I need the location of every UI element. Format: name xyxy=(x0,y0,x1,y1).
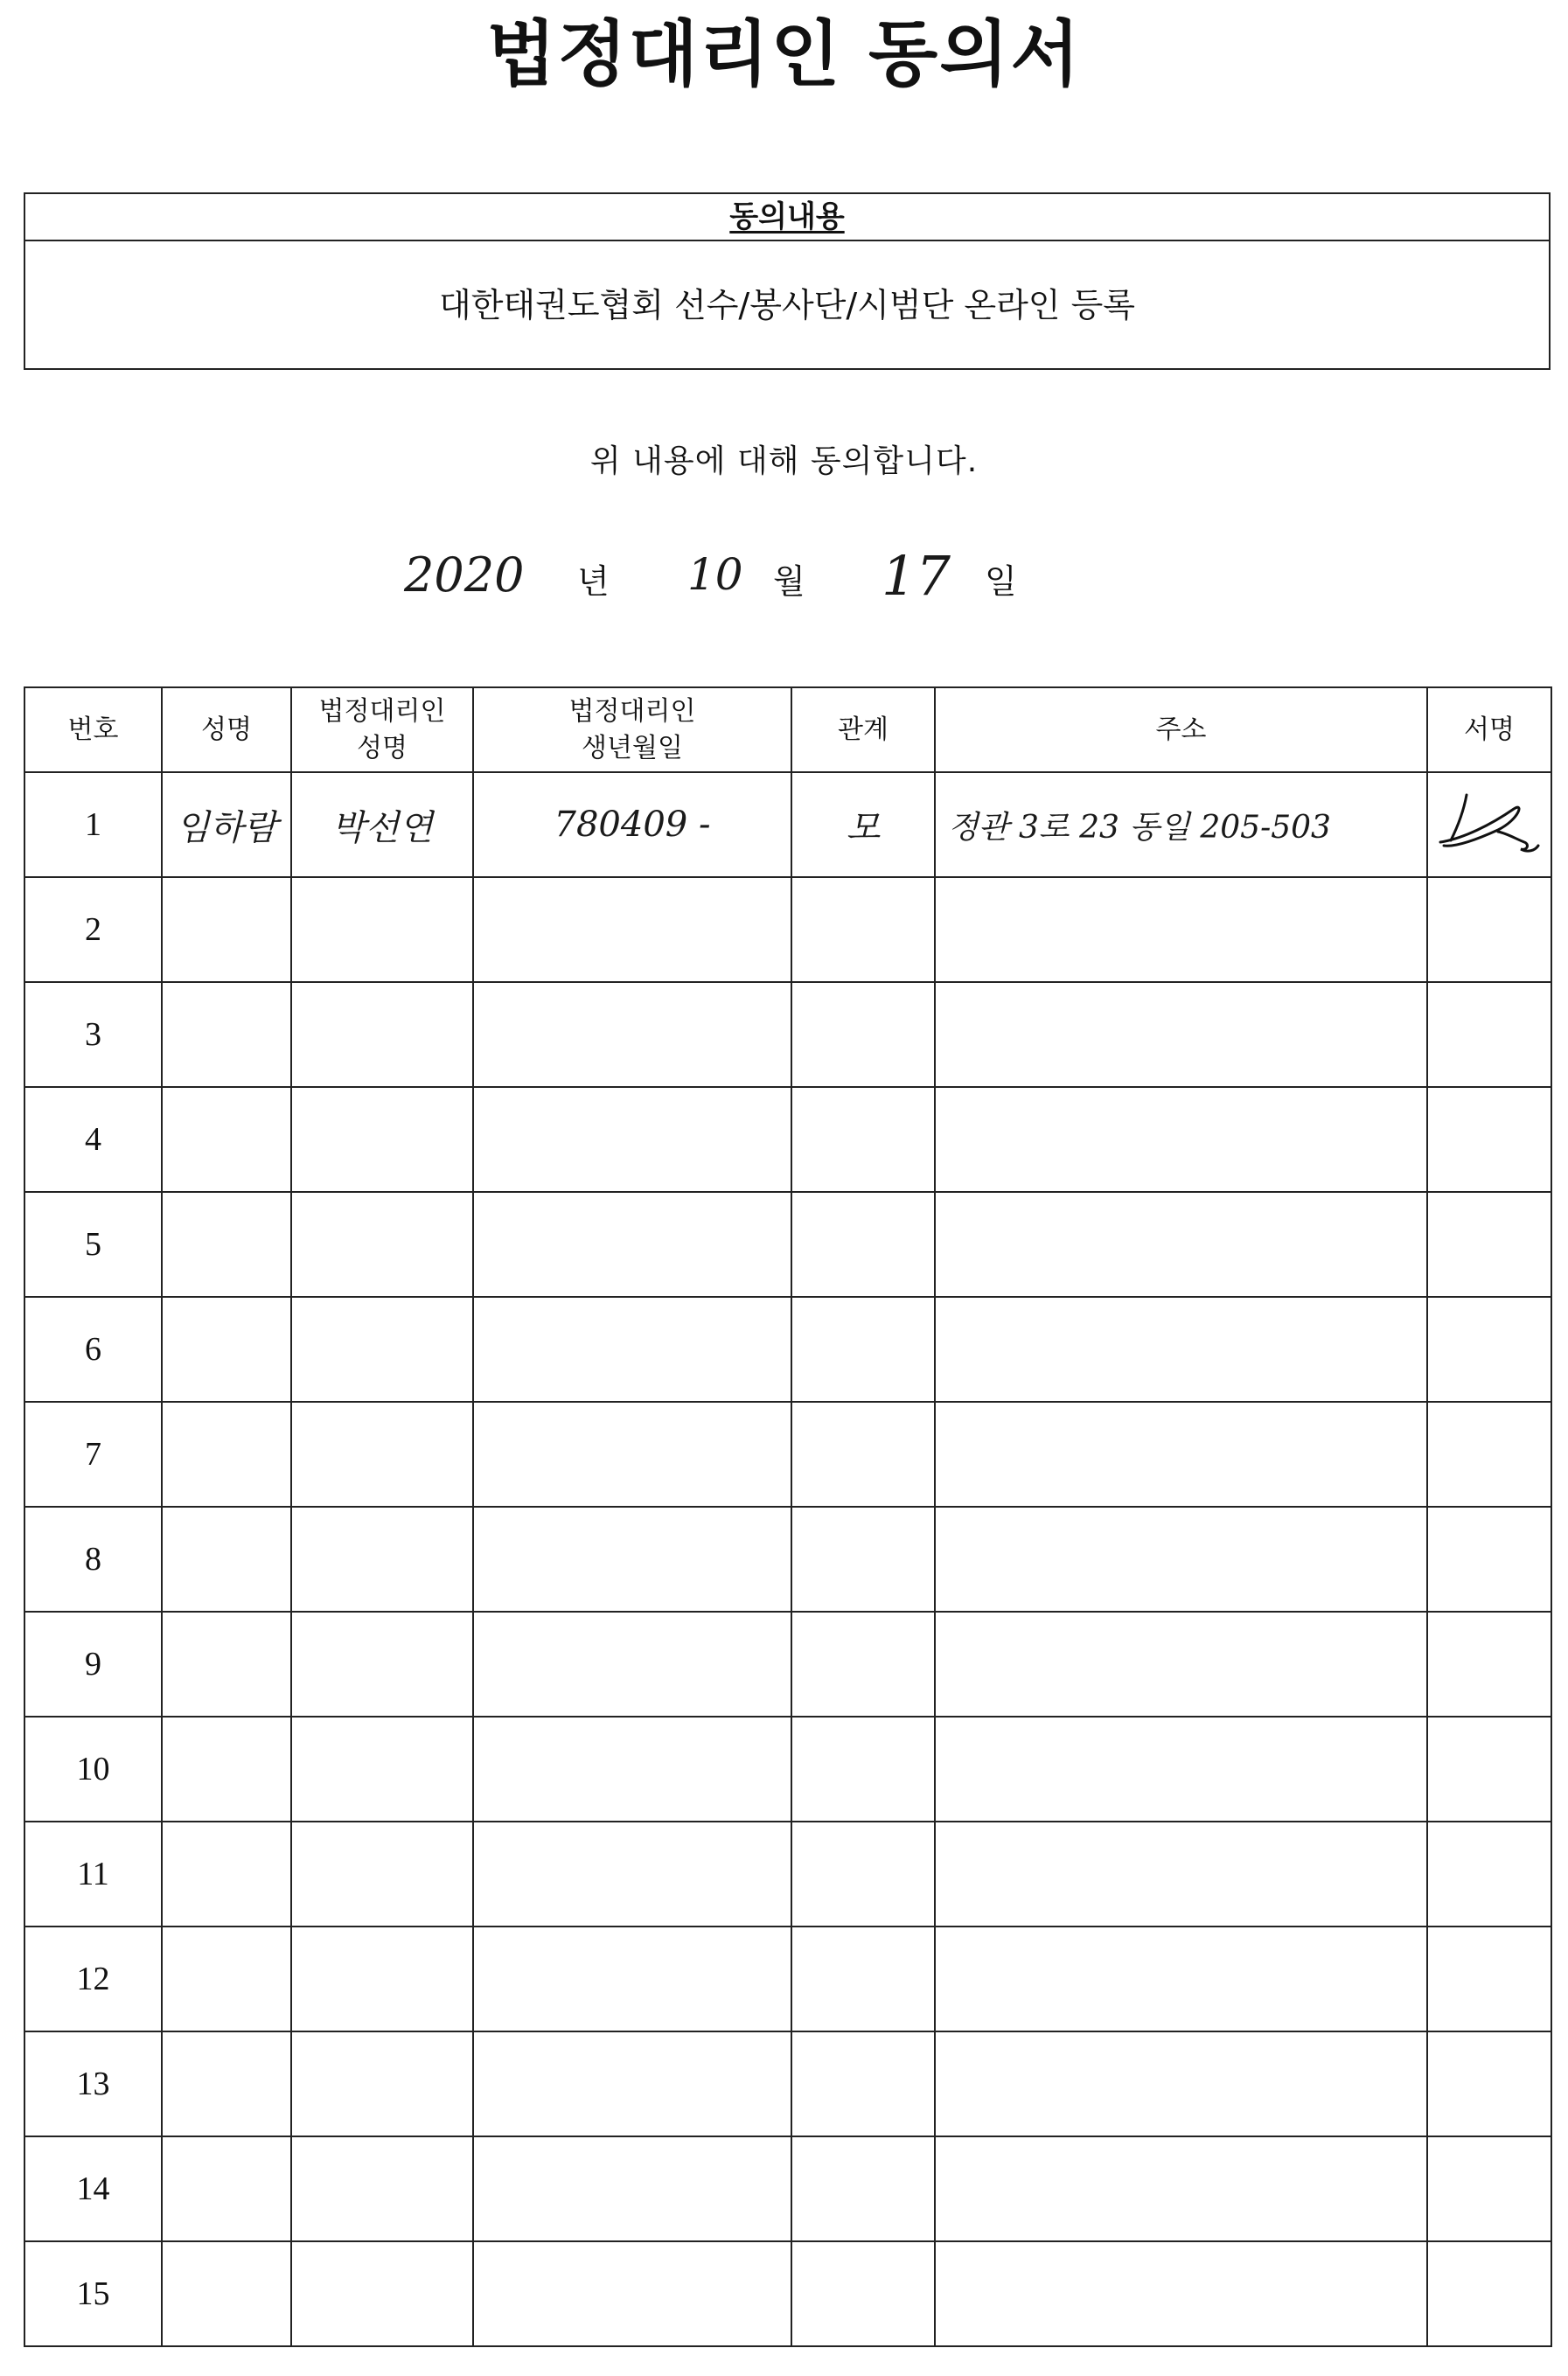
cell-no: 9 xyxy=(24,1612,162,1717)
cell-signature[interactable] xyxy=(1427,1927,1551,2031)
cell-guardian-birth[interactable] xyxy=(473,1927,791,2031)
cell-relation[interactable] xyxy=(791,2136,935,2241)
cell-signature[interactable] xyxy=(1427,1717,1551,1822)
cell-signature[interactable] xyxy=(1427,1087,1551,1192)
date-row xyxy=(0,544,1568,623)
cell-address[interactable] xyxy=(935,2031,1427,2136)
header-guardian-birth-line2: 생년월일 xyxy=(582,732,683,763)
cell-relation[interactable] xyxy=(791,1507,935,1612)
cell-relation[interactable] xyxy=(791,1192,935,1297)
cell-name[interactable] xyxy=(162,1612,291,1717)
cell-guardian-birth[interactable] xyxy=(473,2031,791,2136)
cell-name[interactable]: 임하람 xyxy=(162,772,291,877)
cell-signature[interactable] xyxy=(1427,2241,1551,2346)
cell-guardian-birth[interactable] xyxy=(473,2136,791,2241)
cell-name[interactable] xyxy=(162,1087,291,1192)
cell-address[interactable] xyxy=(935,1927,1427,2031)
cell-relation[interactable] xyxy=(791,1087,935,1192)
cell-signature[interactable] xyxy=(1427,1192,1551,1297)
table-row xyxy=(24,877,1551,982)
cell-address[interactable] xyxy=(935,1087,1427,1192)
cell-relation[interactable] xyxy=(791,1612,935,1717)
cell-address[interactable] xyxy=(935,1507,1427,1612)
header-guardian-name-line1: 법정대리인 xyxy=(318,695,446,727)
cell-name[interactable] xyxy=(162,2241,291,2346)
cell-address[interactable] xyxy=(935,2241,1427,2346)
handwritten-signature xyxy=(1437,790,1542,860)
cell-guardian-name[interactable] xyxy=(291,1297,473,1402)
cell-signature[interactable] xyxy=(1427,2031,1551,2136)
cell-address[interactable] xyxy=(935,1297,1427,1402)
cell-relation[interactable]: 모 xyxy=(791,772,935,877)
cell-name[interactable] xyxy=(162,1927,291,2031)
table-row xyxy=(24,2241,1551,2346)
table-row xyxy=(24,1087,1551,1192)
cell-guardian-name[interactable]: 박선연 xyxy=(291,772,473,877)
cell-name[interactable] xyxy=(162,1192,291,1297)
cell-name[interactable] xyxy=(162,1297,291,1402)
date-day-label: 일 xyxy=(985,562,1017,601)
table-row xyxy=(24,1927,1551,2031)
cell-no: 7 xyxy=(24,1402,162,1507)
cell-address[interactable] xyxy=(935,1192,1427,1297)
cell-signature[interactable] xyxy=(1427,772,1551,877)
header-guardian-name xyxy=(291,687,473,772)
cell-guardian-name[interactable] xyxy=(291,1822,473,1927)
header-guardian-birth xyxy=(473,687,791,772)
cell-signature[interactable] xyxy=(1427,877,1551,982)
table-body xyxy=(24,772,1551,2346)
cell-signature[interactable] xyxy=(1427,1507,1551,1612)
cell-relation[interactable] xyxy=(791,2241,935,2346)
cell-address[interactable] xyxy=(935,1402,1427,1507)
cell-no: 6 xyxy=(24,1297,162,1402)
cell-relation[interactable] xyxy=(791,1927,935,2031)
cell-name[interactable] xyxy=(162,877,291,982)
table-row xyxy=(24,1612,1551,1717)
cell-guardian-name[interactable] xyxy=(291,1402,473,1507)
cell-no: 5 xyxy=(24,1192,162,1297)
header-guardian-birth-line1: 법정대리인 xyxy=(568,695,696,727)
header-no: 번호 xyxy=(24,687,162,772)
cell-address[interactable] xyxy=(935,1822,1427,1927)
cell-address[interactable] xyxy=(935,1717,1427,1822)
cell-guardian-birth[interactable] xyxy=(473,877,791,982)
cell-guardian-name[interactable] xyxy=(291,1612,473,1717)
guardian-list-table xyxy=(24,686,1552,2347)
cell-no: 10 xyxy=(24,1717,162,1822)
cell-name[interactable] xyxy=(162,1822,291,1927)
cell-signature[interactable] xyxy=(1427,982,1551,1087)
table-row xyxy=(24,772,1551,877)
cell-address[interactable] xyxy=(935,982,1427,1087)
cell-guardian-name[interactable] xyxy=(291,2136,473,2241)
consent-content-header xyxy=(25,194,1549,241)
cell-guardian-birth[interactable] xyxy=(473,1822,791,1927)
cell-guardian-name[interactable] xyxy=(291,2031,473,2136)
header-address: 주소 xyxy=(935,687,1427,772)
cell-no: 11 xyxy=(24,1822,162,1927)
cell-guardian-birth[interactable] xyxy=(473,1192,791,1297)
cell-name[interactable] xyxy=(162,2031,291,2136)
cell-name[interactable] xyxy=(162,2136,291,2241)
cell-signature[interactable] xyxy=(1427,1612,1551,1717)
cell-guardian-name[interactable] xyxy=(291,1192,473,1297)
header-name: 성명 xyxy=(162,687,291,772)
cell-address[interactable] xyxy=(935,1612,1427,1717)
cell-name[interactable] xyxy=(162,1717,291,1822)
cell-guardian-birth[interactable] xyxy=(473,982,791,1087)
cell-guardian-birth[interactable] xyxy=(473,2241,791,2346)
cell-guardian-birth[interactable] xyxy=(473,1297,791,1402)
cell-relation[interactable] xyxy=(791,1822,935,1927)
table-row xyxy=(24,1297,1551,1402)
consent-content-header-label: 동의내용 xyxy=(729,199,845,234)
cell-signature[interactable] xyxy=(1427,2136,1551,2241)
cell-no: 4 xyxy=(24,1087,162,1192)
cell-no: 1 xyxy=(24,772,162,877)
table-row xyxy=(24,1402,1551,1507)
cell-address[interactable] xyxy=(935,2136,1427,2241)
cell-no: 3 xyxy=(24,982,162,1087)
date-year-handwritten[interactable]: 2020 xyxy=(404,547,525,603)
cell-guardian-name[interactable] xyxy=(291,1927,473,2031)
table-header-row xyxy=(24,687,1551,772)
cell-guardian-birth[interactable] xyxy=(473,1402,791,1507)
cell-no: 2 xyxy=(24,877,162,982)
cell-guardian-name[interactable] xyxy=(291,1087,473,1192)
cell-guardian-birth[interactable] xyxy=(473,1717,791,1822)
date-year-label: 년 xyxy=(577,562,610,601)
cell-no: 14 xyxy=(24,2136,162,2241)
table-row xyxy=(24,1192,1551,1297)
agreement-statement: 위 내용에 대해 동의합니다. xyxy=(589,443,979,479)
cell-guardian-name[interactable] xyxy=(291,877,473,982)
cell-signature[interactable] xyxy=(1427,1822,1551,1927)
table-row xyxy=(24,1717,1551,1822)
cell-guardian-name[interactable] xyxy=(291,1717,473,1822)
cell-signature[interactable] xyxy=(1427,1297,1551,1402)
consent-content-box xyxy=(24,192,1551,370)
cell-no: 8 xyxy=(24,1507,162,1612)
cell-signature[interactable] xyxy=(1427,1402,1551,1507)
cell-name[interactable] xyxy=(162,1402,291,1507)
table-row xyxy=(24,1822,1551,1927)
consent-content-body: 대한태권도협회 선수/봉사단/시범단 온라인 등록 xyxy=(438,286,1135,324)
cell-name[interactable] xyxy=(162,982,291,1087)
cell-guardian-name[interactable] xyxy=(291,1507,473,1612)
cell-relation[interactable] xyxy=(791,1402,935,1507)
cell-no: 15 xyxy=(24,2241,162,2346)
table-row xyxy=(24,2136,1551,2241)
date-day-handwritten[interactable]: 17 xyxy=(882,544,951,608)
cell-address[interactable] xyxy=(935,877,1427,982)
cell-guardian-birth[interactable] xyxy=(473,1507,791,1612)
cell-guardian-name[interactable] xyxy=(291,2241,473,2346)
cell-relation[interactable] xyxy=(791,2031,935,2136)
date-month-label: 월 xyxy=(773,562,805,601)
cell-guardian-birth[interactable] xyxy=(473,1087,791,1192)
date-month-handwritten[interactable]: 10 xyxy=(687,549,743,600)
cell-relation[interactable] xyxy=(791,1297,935,1402)
cell-relation[interactable] xyxy=(791,877,935,982)
table-row xyxy=(24,1507,1551,1612)
table-row xyxy=(24,982,1551,1087)
header-signature: 서명 xyxy=(1427,687,1551,772)
document-title: 법정대리인 동의서 xyxy=(486,13,1082,96)
cell-guardian-name[interactable] xyxy=(291,982,473,1087)
cell-guardian-birth[interactable]: 780409 - xyxy=(473,772,791,877)
cell-address[interactable]: 정관 3로 23 동일 205-503 xyxy=(935,772,1427,877)
cell-relation[interactable] xyxy=(791,982,935,1087)
cell-no: 13 xyxy=(24,2031,162,2136)
table-row xyxy=(24,2031,1551,2136)
cell-guardian-birth[interactable] xyxy=(473,1612,791,1717)
cell-name[interactable] xyxy=(162,1507,291,1612)
header-guardian-name-line2: 성명 xyxy=(357,732,408,763)
cell-no: 12 xyxy=(24,1927,162,2031)
cell-relation[interactable] xyxy=(791,1717,935,1822)
header-relation: 관계 xyxy=(791,687,935,772)
